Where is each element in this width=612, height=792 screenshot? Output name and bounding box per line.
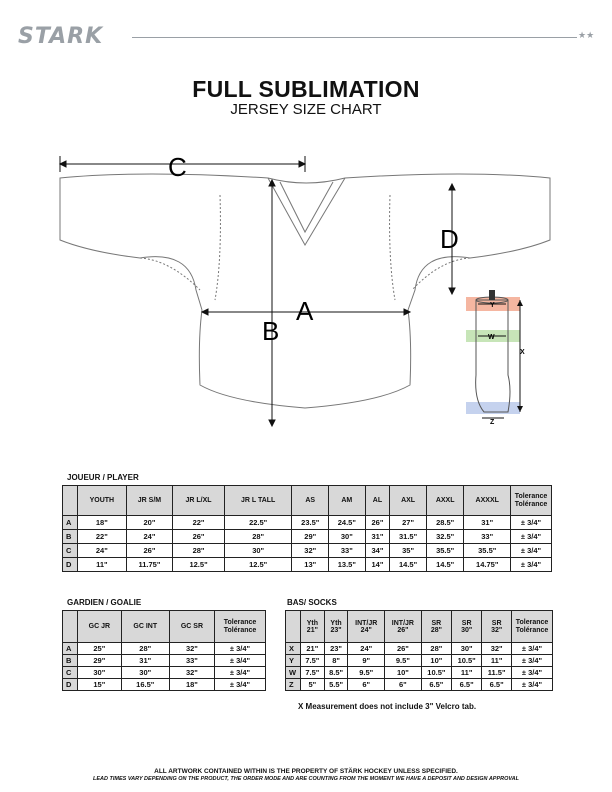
table-cell: 32.5" <box>426 530 464 544</box>
table-cell: 31" <box>464 516 511 530</box>
table-cell: 35" <box>390 544 427 558</box>
socks-section-label: BAS/ SOCKS <box>287 598 337 607</box>
table-cell: 11.5" <box>482 667 512 679</box>
table-cell: 31" <box>121 655 169 667</box>
table-cell: 25" <box>78 643 122 655</box>
table-cell: 27" <box>390 516 427 530</box>
player-col-header: AM <box>329 486 366 516</box>
row-key: Y <box>286 655 301 667</box>
table-cell: 22.5" <box>224 516 292 530</box>
player-col-header: AL <box>365 486 390 516</box>
tolerance-header: Tolerance Tolérance <box>511 486 552 516</box>
table-cell: 30" <box>224 544 292 558</box>
table-cell: 22" <box>173 516 225 530</box>
sock-x-label: X <box>520 349 525 356</box>
table-cell: 13.5" <box>329 558 366 572</box>
player-col-header: AXXXL <box>464 486 511 516</box>
row-key: A <box>63 643 78 655</box>
header-rule <box>132 37 577 38</box>
table-cell: 14.5" <box>390 558 427 572</box>
table-row <box>63 679 266 691</box>
dimension-b-label: B <box>262 316 280 346</box>
jersey-diagram <box>0 140 612 440</box>
tolerance-cell: ± 3/4" <box>511 544 552 558</box>
star-ornament-icon: ★★ <box>578 30 595 40</box>
table-row <box>63 643 266 655</box>
table-row <box>63 544 552 558</box>
dimension-a-label: A <box>296 296 314 326</box>
row-key: C <box>63 667 78 679</box>
table-cell: 22" <box>78 530 127 544</box>
sock-y-label: Y <box>490 302 495 309</box>
table-cell: 23.5" <box>292 516 329 530</box>
footer-copyright: ALL ARTWORK CONTAINED WITHIN IS THE PROPERTY OF STÄRK HOCKEY UNLESS SPECIFIED. <box>154 768 458 775</box>
table-cell: 12.5" <box>224 558 292 572</box>
tolerance-cell: ± 3/4" <box>512 679 553 691</box>
table-cell: 29" <box>292 530 329 544</box>
socks-col-header: SR 32" <box>482 611 512 643</box>
table-cell: 9.5" <box>385 655 422 667</box>
table-cell: 20" <box>126 516 173 530</box>
table-cell: 23" <box>324 643 348 655</box>
table-cell: 16.5" <box>121 679 169 691</box>
tolerance-header: Tolerance Tolérance <box>215 611 266 643</box>
row-key: D <box>63 558 78 572</box>
table-cell: 10" <box>385 667 422 679</box>
table-cell: 26" <box>126 544 173 558</box>
goalie-col-header: GC SR <box>169 611 214 643</box>
table-cell: 14.75" <box>464 558 511 572</box>
table-cell: 24" <box>348 643 385 655</box>
page-subtitle: JERSEY SIZE CHART <box>230 101 382 118</box>
table-cell: 32" <box>169 643 214 655</box>
table-cell: 9" <box>348 655 385 667</box>
socks-col-header: Yth 23" <box>324 611 348 643</box>
socks-col-header: SR 30" <box>452 611 482 643</box>
goalie-size-table <box>62 610 266 691</box>
socks-col-header: SR 28" <box>421 611 451 643</box>
socks-note: X Measurement does not include 3" Velcro tab. <box>298 702 477 711</box>
tolerance-cell: ± 3/4" <box>215 679 266 691</box>
table-cell: 26" <box>385 643 422 655</box>
table-cell: 6.5" <box>452 679 482 691</box>
table-cell: 28.5" <box>426 516 464 530</box>
table-row <box>63 516 552 530</box>
tolerance-cell: ± 3/4" <box>512 655 553 667</box>
goalie-col-header: GC JR <box>78 611 122 643</box>
socks-col-header: INT/JR 26" <box>385 611 422 643</box>
row-key: X <box>286 643 301 655</box>
dimension-c-label: C <box>168 152 187 182</box>
table-cell: 33" <box>329 544 366 558</box>
socks-col-header: INT/JR 24" <box>348 611 385 643</box>
table-cell: 32" <box>292 544 329 558</box>
table-cell: 6" <box>348 679 385 691</box>
table-cell: 8" <box>324 655 348 667</box>
table-cell: 7.5" <box>301 667 325 679</box>
table-cell: 11" <box>78 558 127 572</box>
table-row <box>286 667 553 679</box>
tolerance-header: Tolerance Tolérance <box>512 611 553 643</box>
table-cell: 30" <box>329 530 366 544</box>
table-cell: 21" <box>301 643 325 655</box>
table-cell: 26" <box>365 516 390 530</box>
table-cell: 6.5" <box>482 679 512 691</box>
table-row <box>63 558 552 572</box>
player-section-label: JOUEUR / PLAYER <box>67 473 139 482</box>
table-cell: 8.5" <box>324 667 348 679</box>
table-row <box>63 530 552 544</box>
socks-size-table <box>285 610 553 691</box>
tolerance-cell: ± 3/4" <box>215 643 266 655</box>
table-cell: 29" <box>78 655 122 667</box>
table-cell: 10.5" <box>452 655 482 667</box>
socks-col-header: Yth 21" <box>301 611 325 643</box>
table-cell: 30" <box>452 643 482 655</box>
table-cell: 30" <box>121 667 169 679</box>
goalie-col-header: GC INT <box>121 611 169 643</box>
table-cell: 11" <box>482 655 512 667</box>
table-row <box>63 655 266 667</box>
table-cell: 10" <box>421 655 451 667</box>
player-col-header: AXL <box>390 486 427 516</box>
tolerance-cell: ± 3/4" <box>511 530 552 544</box>
player-col-header: JR S/M <box>126 486 173 516</box>
table-cell: 32" <box>169 667 214 679</box>
table-cell: 24" <box>126 530 173 544</box>
table-cell: 18" <box>78 516 127 530</box>
player-col-header: YOUTH <box>78 486 127 516</box>
table-cell: 11.75" <box>126 558 173 572</box>
tolerance-cell: ± 3/4" <box>215 655 266 667</box>
row-key: W <box>286 667 301 679</box>
table-cell: 11" <box>452 667 482 679</box>
table-cell: 15" <box>78 679 122 691</box>
table-cell: 13" <box>292 558 329 572</box>
table-cell: 35.5" <box>464 544 511 558</box>
sock-diagram <box>466 290 523 418</box>
table-cell: 32" <box>482 643 512 655</box>
row-key: A <box>63 516 78 530</box>
table-cell: 6" <box>385 679 422 691</box>
row-key: D <box>63 679 78 691</box>
footer-lead-times: LEAD TIMES VARY DEPENDING ON THE PRODUCT, THE ORDER MODE AND ARE COUNTING FROM THE MOMENT WE HAVE A DEPOSIT AND DESIGN APPROVAL <box>93 776 519 782</box>
table-cell: 28" <box>121 643 169 655</box>
row-key: Z <box>286 679 301 691</box>
table-cell: 28" <box>173 544 225 558</box>
player-col-header: AXXL <box>426 486 464 516</box>
table-cell: 28" <box>224 530 292 544</box>
goalie-section-label: GARDIEN / GOALIE <box>67 598 142 607</box>
table-cell: 30" <box>78 667 122 679</box>
dimension-d-label: D <box>440 224 459 254</box>
tolerance-cell: ± 3/4" <box>511 558 552 572</box>
table-cell: 7.5" <box>301 655 325 667</box>
table-cell: 31" <box>365 530 390 544</box>
player-col-header: JR L TALL <box>224 486 292 516</box>
table-cell: 14" <box>365 558 390 572</box>
table-row <box>286 655 553 667</box>
table-row <box>286 643 553 655</box>
table-cell: 12.5" <box>173 558 225 572</box>
tolerance-cell: ± 3/4" <box>512 643 553 655</box>
sock-z-label: Z <box>490 419 495 426</box>
brand-logo: STARK <box>18 24 104 49</box>
table-cell: 10.5" <box>421 667 451 679</box>
row-key: B <box>63 530 78 544</box>
table-cell: 34" <box>365 544 390 558</box>
table-cell: 28" <box>421 643 451 655</box>
page-title: FULL SUBLIMATION <box>192 76 420 102</box>
table-cell: 18" <box>169 679 214 691</box>
table-cell: 24.5" <box>329 516 366 530</box>
row-key: C <box>63 544 78 558</box>
table-cell: 5.5" <box>324 679 348 691</box>
table-cell: 33" <box>464 530 511 544</box>
table-cell: 31.5" <box>390 530 427 544</box>
table-cell: 33" <box>169 655 214 667</box>
row-key: B <box>63 655 78 667</box>
tolerance-cell: ± 3/4" <box>512 667 553 679</box>
table-cell: 6.5" <box>421 679 451 691</box>
table-cell: 35.5" <box>426 544 464 558</box>
table-cell: 14.5" <box>426 558 464 572</box>
sock-w-label: W <box>488 334 495 341</box>
table-row <box>286 679 553 691</box>
table-cell: 9.5" <box>348 667 385 679</box>
player-col-header: JR L/XL <box>173 486 225 516</box>
tolerance-cell: ± 3/4" <box>215 667 266 679</box>
player-col-header: AS <box>292 486 329 516</box>
tolerance-cell: ± 3/4" <box>511 516 552 530</box>
table-cell: 5" <box>301 679 325 691</box>
player-size-table <box>62 485 552 572</box>
table-cell: 26" <box>173 530 225 544</box>
table-cell: 24" <box>78 544 127 558</box>
table-row <box>63 667 266 679</box>
